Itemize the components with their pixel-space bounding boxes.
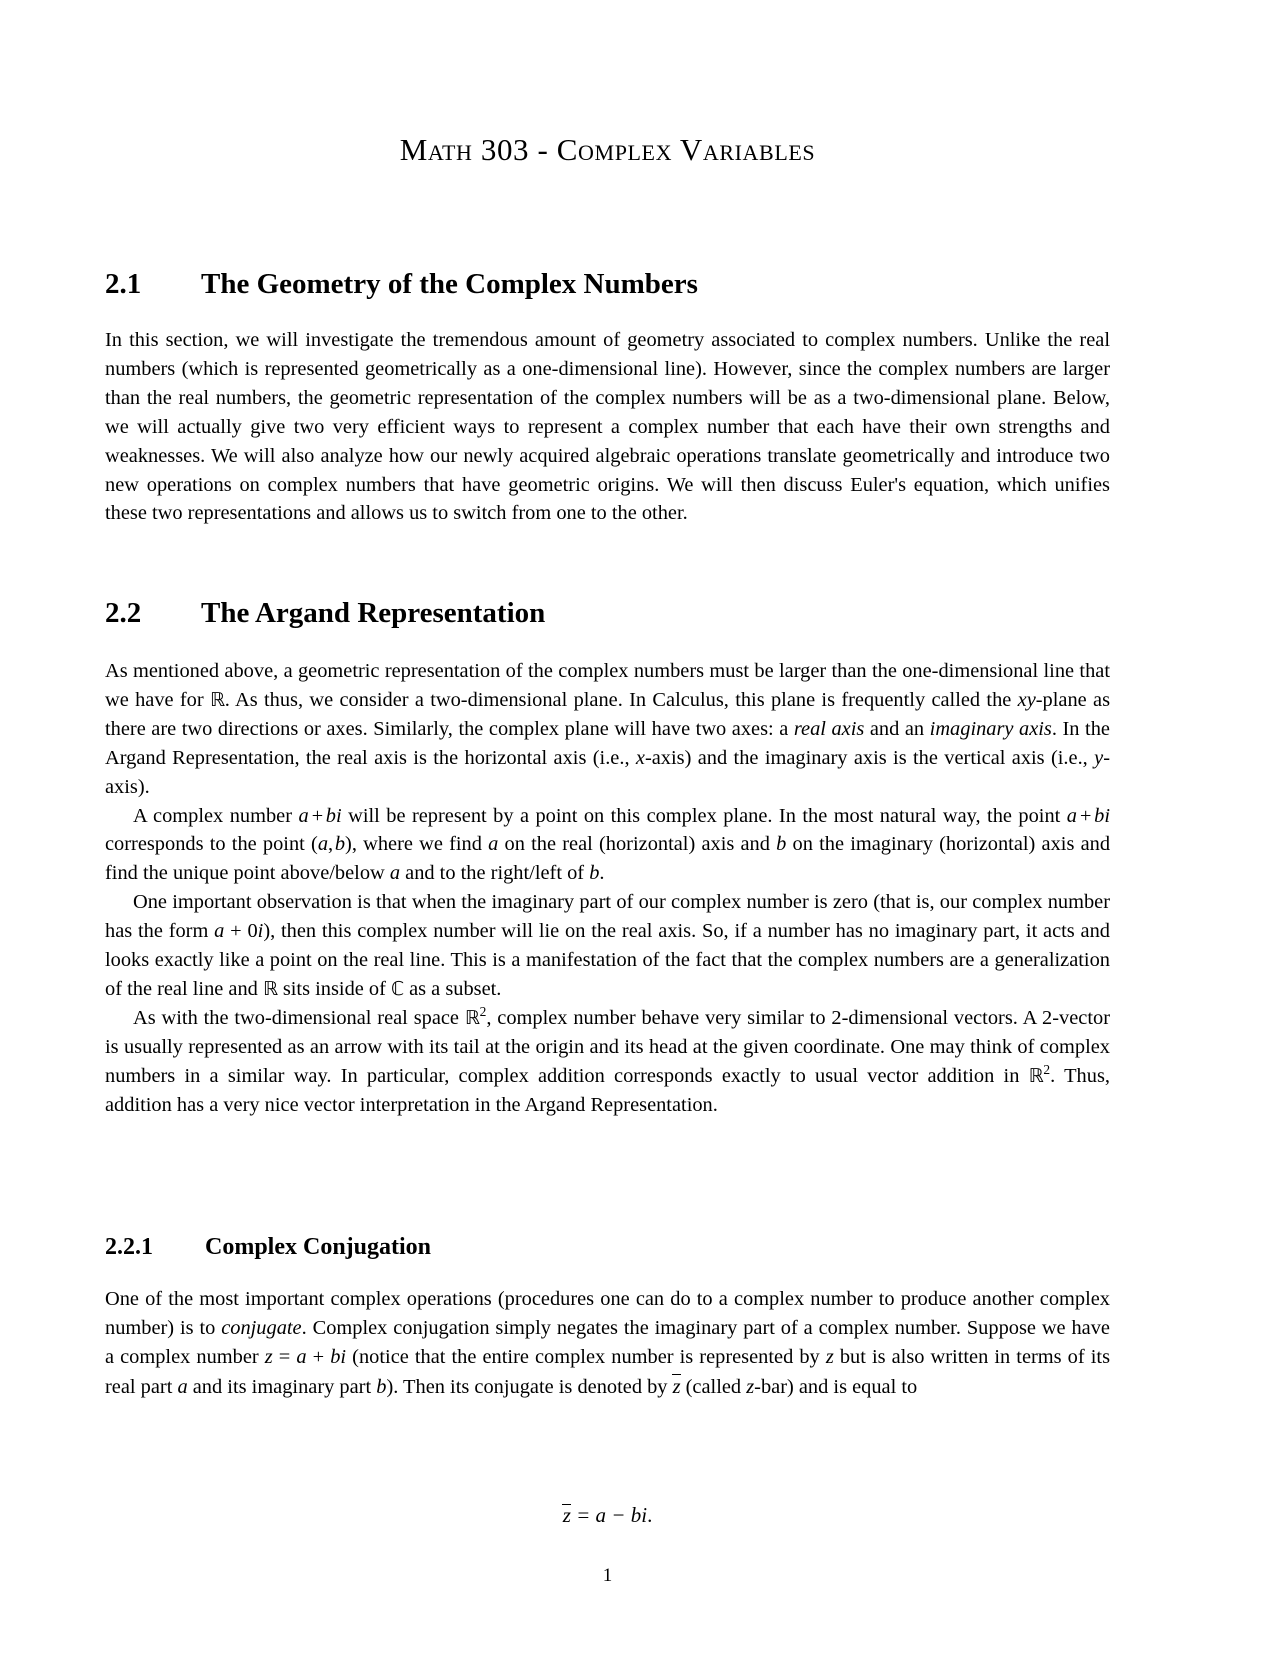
math-a: a: [488, 833, 499, 856]
section-2-1-title: The Geometry of the Complex Numbers: [201, 268, 698, 300]
math-a-plus-bi: a + bi: [298, 804, 342, 827]
page-title: Math 303 - Complex Variables: [399, 132, 816, 167]
paragraph: A complex number a + bi will be represent by a point on this complex plane. In the most natural way, the point a + bi corresponds to the point (a, b), where we find a on the real (horizontal) axis and b on the imaginary (horizontal) axis and find the unique point above/below a and to the right/left of b.: [105, 804, 1111, 885]
math-xy: xy: [1017, 688, 1036, 711]
paragraph: One of the most important complex operations (procedures one can do to a complex number to produce another complex number) is to conjugate. Complex conjugation simply negates the imaginary part of a complex number. Suppose we have a complex number z = a + bi (notice that the entire complex number is represented by z but is also written in terms of its real part a and its imaginary part b). Then its conjugate is denoted by z (called z-bar) and is equal to: [105, 1285, 1110, 1402]
section-2-2-title: The Argand Representation: [201, 597, 546, 629]
math-r-squared: ℝ$^2$: [464, 1004, 487, 1029]
section-2-1-heading: [105, 268, 1110, 301]
math-r-squared: ℝ$^2$: [1028, 1061, 1051, 1087]
section-2-2-number: 2.2: [105, 597, 142, 629]
term-real-axis: real axis: [793, 717, 865, 740]
blackboard-r: ℝ: [262, 977, 278, 1000]
subsection-2-2-1-body: [105, 1285, 1110, 1402]
math-a: a: [389, 862, 401, 885]
math-z: z: [746, 1375, 755, 1398]
term-conjugate: conjugate: [221, 1316, 302, 1339]
paragraph: As with the two-dimensional real space ℝ$^2$, complex number behave very similar to 2-dimensional vectors. A 2-vector is usually represented as an arrow with its tail at the origin and its head at the given coordinate. One may think of complex numbers in a similar way. In particular, complex addition corresponds exactly to usual vector addition in ℝ$^2$. Thus, addition has a very nice vector interpretation in the Argand Representation.: [105, 1004, 1110, 1116]
math-y: y: [1094, 746, 1104, 769]
display-equation: [105, 1502, 1110, 1528]
page-number: 1: [602, 1565, 613, 1586]
subsection-2-2-1-heading: [105, 1234, 1110, 1262]
subsection-2-2-1-block: [105, 1234, 1110, 1262]
math-b: b: [376, 1375, 387, 1398]
blackboard-r: ℝ: [209, 688, 225, 711]
equation-body: = a − bi: [570, 1503, 648, 1527]
math-a: a: [177, 1375, 188, 1398]
section-2-2-heading: [105, 597, 1110, 630]
math-z-bar: z: [673, 1372, 681, 1402]
section-2-1-block: [105, 268, 1110, 301]
term-imaginary-axis: imaginary axis: [929, 717, 1052, 740]
section-2-1-number: 2.1: [105, 268, 142, 300]
paragraph: One important observation is that when the imaginary part of our complex number is zero (that is, our complex number has the form a + 0i), then this complex number will lie on the real axis. So, if a number has no imaginary part, it acts and looks exactly like a point on the real line. This is a manifestation of the fact that the complex numbers are a generalization of the real line and ℝ sits inside of ℂ as a subset.: [105, 891, 1110, 1000]
math-z: z: [825, 1345, 834, 1368]
section-2-2-block: [105, 597, 1110, 630]
section-2-1-body: [105, 326, 1110, 528]
paragraph: As mentioned above, a geometric representation of the complex numbers must be larger than the one-dimensional line that we have for ℝ. As thus, we consider a two-dimensional plane. In Calculus, this plane is frequently called the xy-plane as there are two directions or axes. Similarly, the complex plane will have two axes: a real axis and an imaginary axis. In the Argand Representation, the real axis is the horizontal axis (i.e., x-axis) and the imaginary axis is the vertical axis (i.e., y-axis).: [105, 660, 1111, 798]
math-a-plus-0i: a + 0i: [214, 920, 264, 943]
math-x: x: [635, 746, 645, 769]
math-point-ab: (a, b): [311, 833, 352, 856]
subsection-2-2-1-number: 2.2.1: [105, 1234, 153, 1260]
subsection-2-2-1-title: Complex Conjugation: [205, 1234, 432, 1260]
paragraph: In this section, we will investigate the tremendous amount of geometry associated to complex numbers. Unlike the real numbers (which is represented geometrically as a one-dimensional line). However, since the complex numbers are larger than the real numbers, the geometric representation of the complex numbers will be as a two-dimensional plane. Below, we will actually give two very efficient ways to represent a complex number that each have their own strengths and weaknesses. We will also analyze how our newly acquired algebraic operations translate geometrically and introduce two new operations on complex numbers that have geometric origins. We will then discuss Euler's equation, which unifies these two representations and allows us to switch from one to the other.: [105, 329, 1110, 525]
math-a-plus-bi: a + bi: [1066, 804, 1110, 827]
math-z-bar: z: [562, 1503, 571, 1527]
equation-period: .: [647, 1503, 653, 1527]
math-b: b: [589, 862, 600, 885]
section-2-2-body: [105, 657, 1110, 1120]
math-z-equals-a-plus-bi: z = a + bi: [264, 1345, 347, 1368]
math-b: b: [776, 833, 787, 856]
blackboard-c: ℂ: [391, 977, 404, 1000]
page-content: [105, 0, 1111, 1586]
